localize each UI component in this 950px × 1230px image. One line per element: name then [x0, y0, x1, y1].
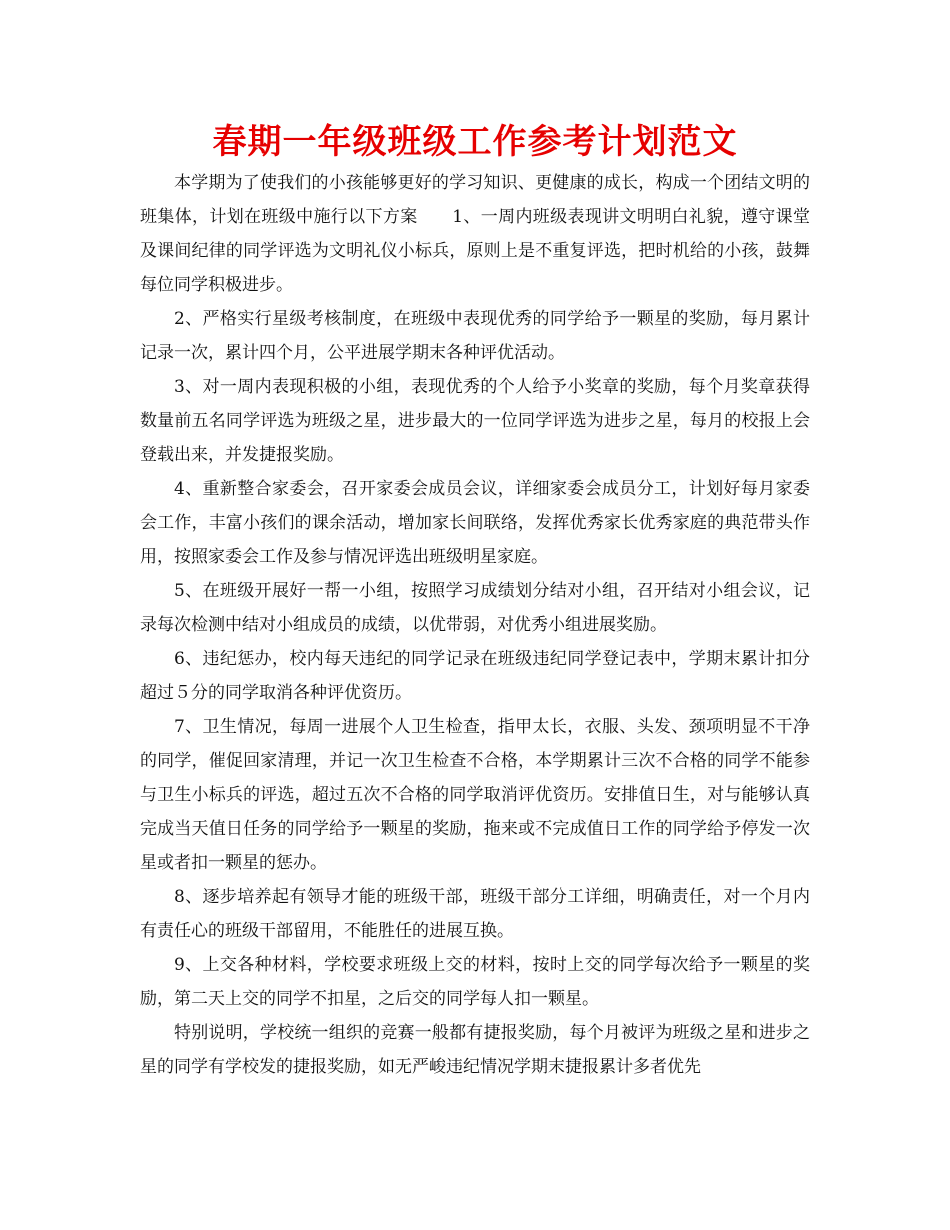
paragraph-intro: 本学期为了使我们的小孩能够更好的学习知识、更健康的成长，构成一个团结文明的班集体，计划在班级中施行以下方案 1、一周内班级表现讲文明明白礼貌，遵守课堂及课间纪律的同学评选为文明礼仪小标兵，原则上是不重复评选，把时机给的小孩，鼓舞每位同学积极进步。	[140, 173, 810, 295]
paragraph-item-8: 8、逐步培养起有领导才能的班级干部，班级干部分工详细，明确责任，对一个月内有责任心的班级干部留用，不能胜任的进展互换。	[140, 887, 810, 941]
paragraph-item-2: 2、严格实行星级考核制度，在班级中表现优秀的同学给予一颗星的奖励，每月累计记录一次，累计四个月，公平进展学期末各种评优活动。	[140, 309, 810, 363]
paragraph-special-note: 特别说明，学校统一组织的竞赛一般都有捷报奖励，每个月被评为班级之星和进步之星的同学有学校发的捷报奖励，如无严峻违纪情况学期末捷报累计多者优先	[140, 1023, 810, 1077]
document-body	[140, 166, 810, 1084]
paragraph-item-3: 3、对一周内表现积极的小组，表现优秀的个人给予小奖章的奖励，每个月奖章获得数量前五名同学评选为班级之星，进步最大的一位同学评选为进步之星，每月的校报上会登载出来，并发捷报奖励。	[140, 377, 810, 465]
paragraph-item-6: 6、违纪惩办，校内每天违纪的同学记录在班级违纪同学登记表中，学期末累计扣分超过５分的同学取消各种评优资历。	[140, 649, 810, 703]
paragraph-item-4: 4、重新整合家委会，召开家委会成员会议，详细家委会成员分工，计划好每月家委会工作，丰富小孩们的课余活动，增加家长间联络，发挥优秀家长优秀家庭的典范带头作用，按照家委会工作及参与情况评选出班级明星家庭。	[140, 479, 810, 567]
paragraph-item-5: 5、在班级开展好一帮一小组，按照学习成绩划分结对小组，召开结对小组会议，记录每次检测中结对小组成员的成绩，以优带弱，对优秀小组进展奖励。	[140, 581, 810, 635]
document-title: 春期一年级班级工作参考计划范文	[212, 122, 738, 162]
paragraph-item-7: 7、卫生情况，每周一进展个人卫生检查，指甲太长，衣服、头发、颈项明显不干净的同学，催促回家清理，并记一次卫生检查不合格，本学期累计三次不合格的同学不能参与卫生小标兵的评选，超过五次不合格的同学取消评优资历。安排值日生，对与能够认真完成当天值日任务的同学给予一颗星的奖励，拖来或不完成值日工作的同学给予停发一次星或者扣一颗星的惩办。	[140, 717, 810, 873]
paragraph-item-9: 9、上交各种材料，学校要求班级上交的材料，按时上交的同学每次给予一颗星的奖励，第二天上交的同学不扣星，之后交的同学每人扣一颗星。	[140, 955, 810, 1009]
